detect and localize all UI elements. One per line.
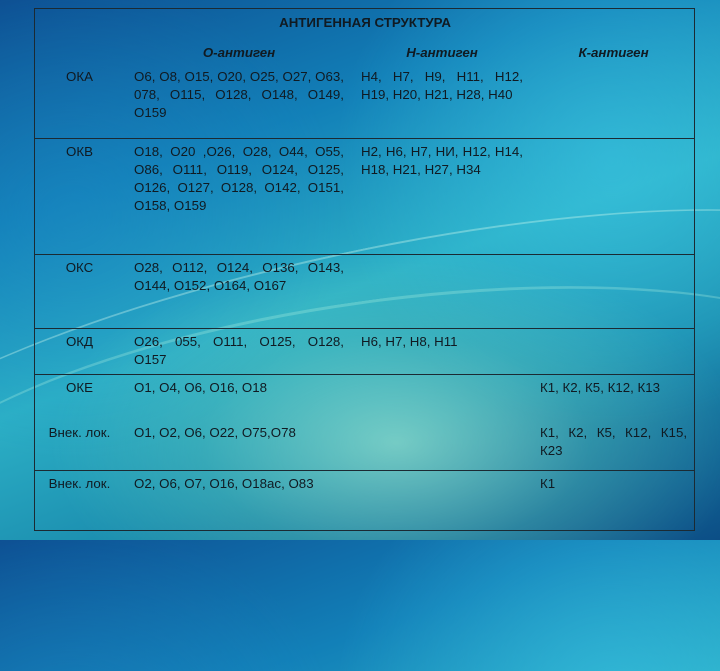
- row-label: ОКД: [34, 328, 125, 374]
- k-antigen-cell: К1, К2, К5, К12, К13: [531, 374, 695, 420]
- h-antigen-cell: Н6, Н7, Н8, Н11: [352, 328, 531, 374]
- h-antigen-cell: Н4, Н7, Н9, Н11, Н12, Н19, Н20, Н21, Н28, Н40: [361, 69, 523, 102]
- o-antigen-cell: О6, О8, О15, О20, О25, О27, О63, 078, О115, О128, О148, О149, О159: [134, 69, 344, 120]
- k-antigen-cell: К1: [531, 470, 695, 520]
- table-frame: [34, 8, 695, 531]
- o-antigen-cell: О26, 055, О111, О125, О128, О157: [125, 328, 352, 374]
- header-o-antigen: О-антиген: [202, 45, 276, 60]
- o-antigen-cell: О18, О20 ,О26, О28, О44, О55, О86, О111, О119, О124, О125, О126, О127, О128, О142, О151, О158, О159: [125, 138, 352, 254]
- o-antigen-cell: О1, О4, О6, О16, О18: [125, 374, 352, 420]
- row-label: Внек. лок.: [34, 470, 125, 520]
- h-antigen-cell: Н2, Н6, Н7, НИ, Н12, Н14, Н18, Н21, Н27, Н34: [352, 138, 531, 254]
- k-antigen-cell: К1, К2, К5, К12, К15, К23: [540, 425, 688, 458]
- row-label: Внек. лок.: [48, 425, 111, 440]
- row-label: ОКС: [34, 254, 125, 328]
- row-label: ОКЕ: [34, 374, 125, 420]
- o-antigen-cell: О1, О2, О6, О22, О75,О78: [134, 425, 296, 440]
- o-antigen-cell: О2, О6, О7, О16, О18ас, О83: [125, 470, 352, 520]
- row-label: ОКВ: [34, 138, 125, 254]
- row-label: ОКА: [66, 69, 93, 84]
- o-antigen-cell: О28, О112, О124, О136, О143, О144, О152, О164, О167: [125, 254, 352, 328]
- header-h-antigen: Н-антиген: [406, 45, 478, 60]
- header-k-antigen: К-антиген: [578, 45, 649, 60]
- table-title: АНТИГЕННАЯ СТРУКТУРА: [279, 15, 451, 30]
